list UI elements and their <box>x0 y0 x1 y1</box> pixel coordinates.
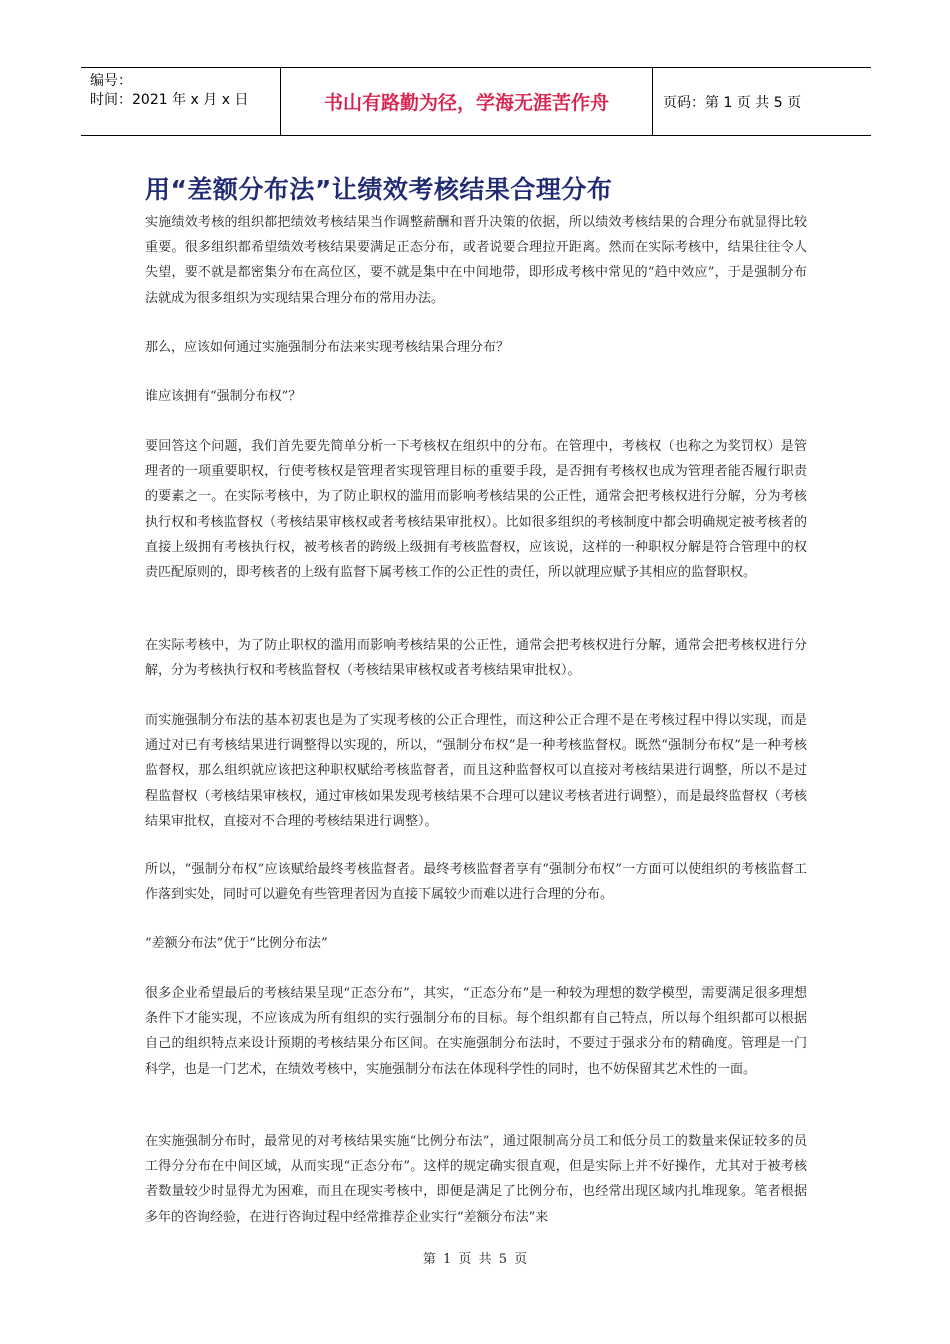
document-date-label: 时间：2021 年 x 月 x 日 <box>90 92 249 108</box>
paragraph-5: 而实施强制分布法的基本初衷也是为了实现考核的公正合理性，而这种公正合理不是在考核过程中得以实现，而是通过对已有考核结果进行调整得以实现的，所以，“强制分布权”是一种考核监督权。既然“强制分布权”是一种考核监督权，那么组织就应该把这种职权赋给考核监督者，而且这种监督权可以直接对考核结果进行调整，所以不是过程监督权（考核结果审核权，通过审核如果发现考核结果不合理可以建议考核者进行调整），而是最终监督权（考核结果审批权，直接对不合理的考核结果进行调整）。 <box>145 713 807 829</box>
section-heading-difference-method: “差额分布法”优于“比例分布法” <box>145 936 328 951</box>
section-heading-strong-distribution-right: 谁应该拥有“强制分布权”？ <box>145 389 302 404</box>
header-info-cell <box>81 68 281 135</box>
paragraph-4: 在实际考核中，为了防止职权的滥用而影响考核结果的公正性，通常会把考核权进行分解，通常会把考核权进行分解，分为考核执行权和考核监督权（考核结果审核权或者考核结果审批权）。 <box>145 638 807 679</box>
document-number-label: 编号： <box>90 73 132 89</box>
article-title: 用“差额分布法”让绩效考核结果合理分布 <box>145 175 613 204</box>
paragraph-2: 那么，应该如何通过实施强制分布法来实现考核结果合理分布？ <box>145 340 510 355</box>
paragraph-3: 要回答这个问题，我们首先要先简单分析一下考核权在组织中的分布。在管理中，考核权（也称之为奖罚权）是管理者的一项重要职权，行使考核权是管理者实现管理目标的重要手段，是否拥有考核权也成为管理者能否履行职责的要素之一。在实际考核中，为了防止职权的滥用而影响考核结果的公正性，通常会把考核权进行分解，分为考核执行权和考核监督权（考核结果审核权或者考核结果审批权）。比如很多组织的考核制度中都会明确规定被考核者的直接上级拥有考核执行权，被考核者的跨级上级拥有考核监督权，应该说，这样的一种职权分解是符合管理中的权责匹配原则的，即考核者的上级有监督下属考核工作的公正性的责任，所以就理应赋予其相应的监督职权。 <box>145 439 807 581</box>
paragraph-8: 在实施强制分布时，最常见的对考核结果实施“比例分布法”，通过限制高分员工和低分员工的数量来保证较多的员工得分分布在中间区域，从而实现“正态分布”。这样的规定确实很直观，但是实际上并不好操作，尤其对于被考核者数量较少时显得尤为困难，而且在现实考核中，即便是满足了比例分布，也经常出现区域内扎堆现象。笔者根据多年的咨询经验，在进行咨询过程中经常推荐企业实行“差额分布法”来 <box>145 1134 807 1225</box>
page-footer: 第 1 页 共 5 页 <box>422 1252 528 1267</box>
paragraph-1: 实施绩效考核的组织都把绩效考核结果当作调整薪酬和晋升决策的依据，所以绩效考核结果的合理分布就显得比较重要。很多组织都希望绩效考核结果要满足正态分布，或者说要合理拉开距离。然而在实际考核中，结果往往令人失望，要不就是都密集分布在高位区，要不就是集中在中间地带，即形成考核中常见的“趋中效应”，于是强制分布法就成为很多组织为实现结果合理分布的常用办法。 <box>145 215 807 306</box>
paragraph-7: 很多企业希望最后的考核结果呈现“正态分布”，其实，“正态分布”是一种较为理想的数学模型，需要满足很多理想条件下才能实现，不应该成为所有组织的实行强制分布的目标。每个组织都有自己特点，所以每个组织都可以根据自己的组织特点来设计预期的考核结果分布区间。在实施强制分布法时，不要过于强求分布的精确度。管理是一门科学，也是一门艺术，在绩效考核中，实施强制分布法在体现科学性的同时，也不妨保留其艺术性的一面。 <box>145 986 807 1077</box>
paragraph-6: 所以，“强制分布权”应该赋给最终考核监督者。最终考核监督者享有“强制分布权”一方面可以使组织的考核监督工作落到实处，同时可以避免有些管理者因为直接下属较少而难以进行合理的分布。 <box>145 862 807 903</box>
header-page-code: 页码：第 1 页 共 5 页 <box>663 94 802 111</box>
page-header <box>81 67 871 136</box>
header-motto: 书山有路勤为径，学海无涯苦作舟 <box>281 68 653 135</box>
